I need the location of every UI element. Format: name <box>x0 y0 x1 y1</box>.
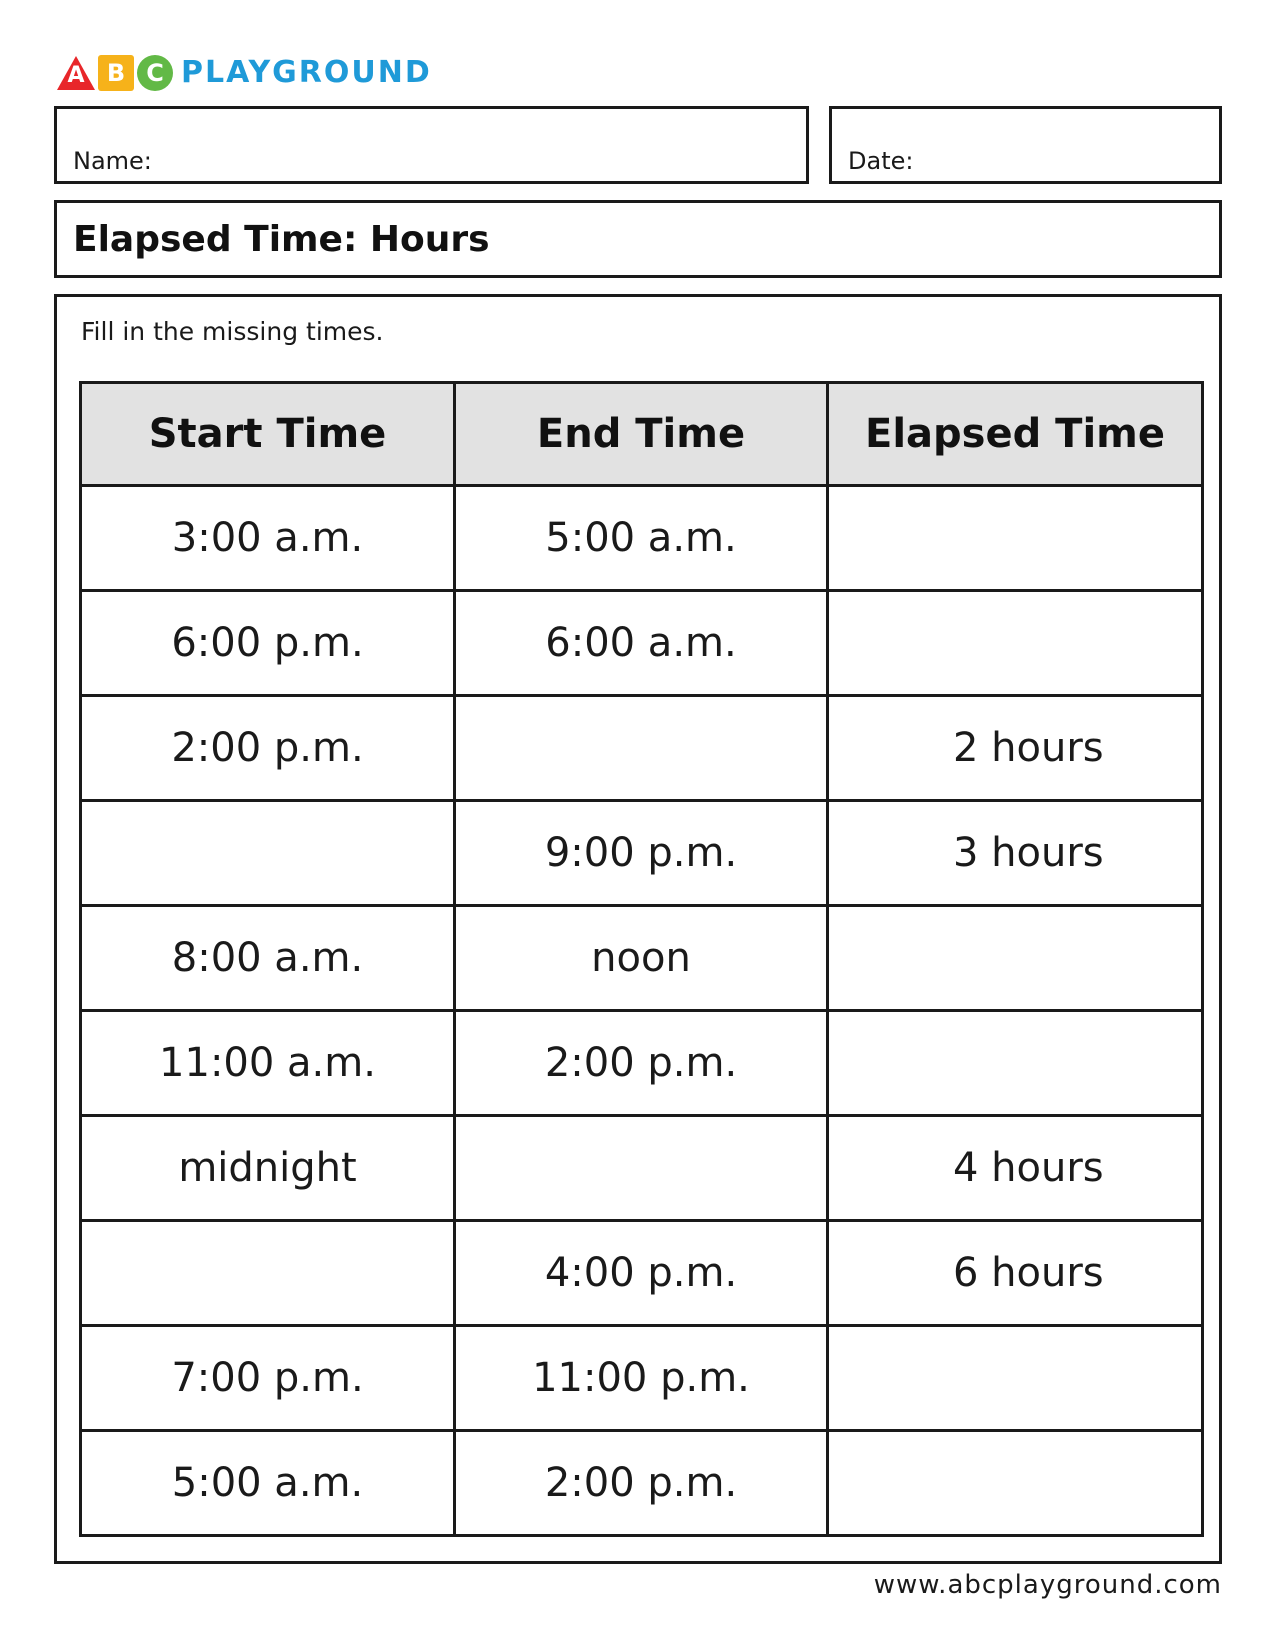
start-time-cell[interactable]: 3:00 a.m. <box>81 486 455 591</box>
start-time-cell[interactable]: 11:00 a.m. <box>81 1011 455 1116</box>
end-time-cell[interactable]: 4:00 p.m. <box>455 1221 828 1326</box>
elapsed-time-cell[interactable] <box>828 1431 1203 1536</box>
column-header-elapsed-time: Elapsed Time <box>828 383 1203 486</box>
end-time-cell[interactable]: 9:00 p.m. <box>455 801 828 906</box>
elapsed-time-cell[interactable]: 2 hours <box>828 696 1203 801</box>
abc-playground-logo <box>56 54 432 92</box>
start-time-cell[interactable]: 6:00 p.m. <box>81 591 455 696</box>
logo-letters <box>56 55 173 91</box>
table-row <box>81 591 1203 696</box>
table-row <box>81 486 1203 591</box>
table-row <box>81 1326 1203 1431</box>
elapsed-time-cell[interactable] <box>828 906 1203 1011</box>
elapsed-time-cell[interactable] <box>828 1011 1203 1116</box>
title-box <box>54 200 1222 278</box>
end-time-cell[interactable]: 6:00 a.m. <box>455 591 828 696</box>
table-header-row <box>81 383 1203 486</box>
elapsed-time-cell[interactable]: 6 hours <box>828 1221 1203 1326</box>
logo-letter-a: A <box>67 63 85 88</box>
name-field[interactable] <box>54 106 809 184</box>
elapsed-time-cell[interactable] <box>828 486 1203 591</box>
end-time-cell[interactable]: noon <box>455 906 828 1011</box>
table-row <box>81 696 1203 801</box>
table-row <box>81 906 1203 1011</box>
elapsed-time-cell[interactable] <box>828 1326 1203 1431</box>
end-time-cell[interactable]: 11:00 p.m. <box>455 1326 828 1431</box>
end-time-cell[interactable]: 2:00 p.m. <box>455 1431 828 1536</box>
start-time-cell[interactable]: midnight <box>81 1116 455 1221</box>
end-time-cell[interactable]: 2:00 p.m. <box>455 1011 828 1116</box>
end-time-cell[interactable] <box>455 696 828 801</box>
date-field[interactable] <box>829 106 1222 184</box>
table-row <box>81 801 1203 906</box>
end-time-cell[interactable]: 5:00 a.m. <box>455 486 828 591</box>
name-label: Name: <box>73 147 152 175</box>
footer-website-url: www.abcplayground.com <box>873 1570 1222 1600</box>
start-time-cell[interactable]: 7:00 p.m. <box>81 1326 455 1431</box>
elapsed-time-cell[interactable] <box>828 591 1203 696</box>
table-row <box>81 1011 1203 1116</box>
table-row <box>81 1221 1203 1326</box>
logo-letter-c: C <box>137 55 173 91</box>
start-time-cell[interactable]: 2:00 p.m. <box>81 696 455 801</box>
logo-letter-b: B <box>98 55 134 91</box>
elapsed-time-cell[interactable]: 3 hours <box>828 801 1203 906</box>
start-time-cell[interactable]: 5:00 a.m. <box>81 1431 455 1536</box>
start-time-cell[interactable]: 8:00 a.m. <box>81 906 455 1011</box>
logo-letter-a-triangle <box>56 55 96 91</box>
elapsed-time-cell[interactable]: 4 hours <box>828 1116 1203 1221</box>
table-row <box>81 1116 1203 1221</box>
start-time-cell[interactable] <box>81 801 455 906</box>
logo-wordmark: PLAYGROUND <box>181 55 432 90</box>
worksheet-panel <box>54 294 1222 1564</box>
worksheet-title: Elapsed Time: Hours <box>73 219 490 260</box>
table-row <box>81 1431 1203 1536</box>
start-time-cell[interactable] <box>81 1221 455 1326</box>
elapsed-time-table <box>79 381 1204 1537</box>
date-label: Date: <box>848 147 914 175</box>
end-time-cell[interactable] <box>455 1116 828 1221</box>
instructions-text: Fill in the missing times. <box>81 317 384 346</box>
column-header-end-time: End Time <box>455 383 828 486</box>
column-header-start-time: Start Time <box>81 383 455 486</box>
